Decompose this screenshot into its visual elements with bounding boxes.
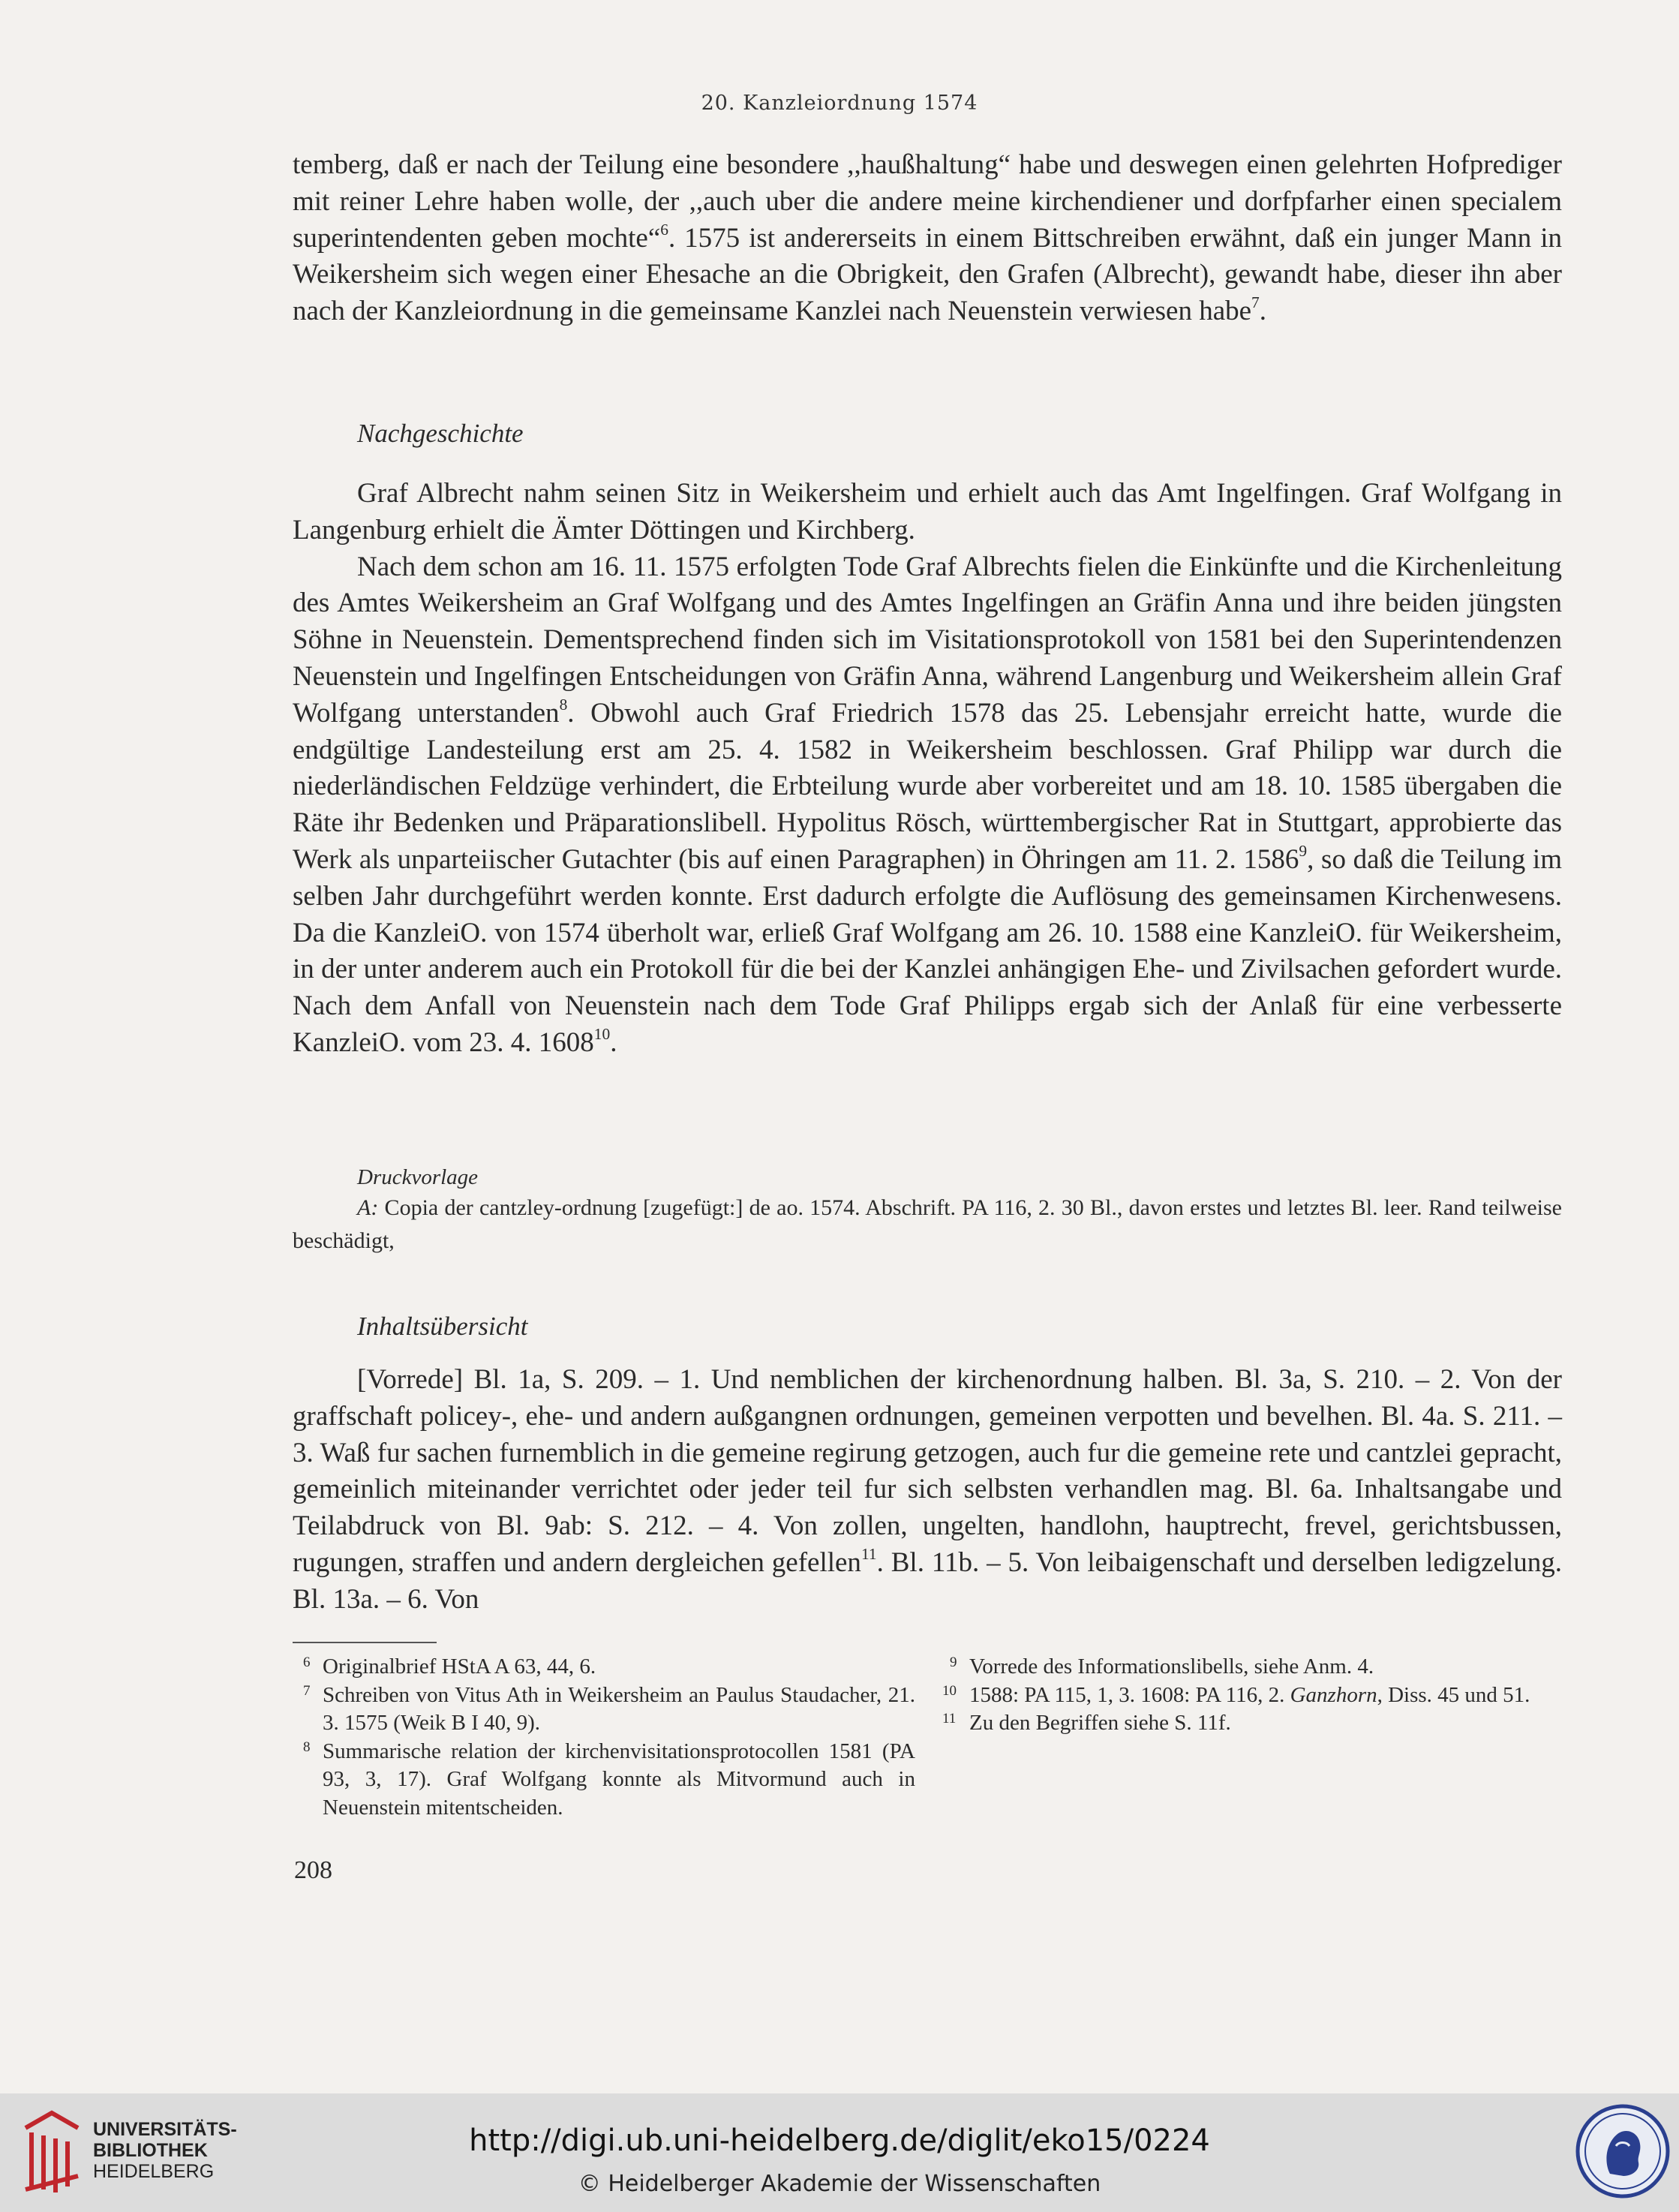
para1-text-c: . [1259, 296, 1267, 327]
para3-text-c: , so daß die Teilung im selben Jahr durchgeführt werden konnte. Erst dadurch erfolgte die Auflösung des gemeinsamen Kirchenwesens. Da die KanzleiO. von 1574 überholt war, erließ Graf Wolfgang am 26. 10. 1588 eine KanzleiO. für Weikersheim, in der unter anderem auch ein Protokoll für die bei der Kanzlei anhängigen Ehe- und Zivilsachen gefordert wurde. Nach dem Anfall von Neuenstein nach dem Tode Graf Philipps ergab sich der Anlaß für eine verbesserte KanzleiO. vom 23. 4. 1608 [293, 843, 1562, 1058]
footnote-9: 9 Vorrede des Informationslibells, siehe Anm. 4. [950, 1654, 1374, 1679]
library-name: UNIVERSITÄTS- BIBLIOTHEK HEIDELBERG [93, 2119, 237, 2182]
page-number: 208 [294, 1856, 332, 1884]
section-heading-nachgeschichte: Nachgeschichte [357, 419, 524, 448]
paragraph-nachgeschichte [293, 476, 1562, 1062]
running-head: 20. Kanzleiordnung 1574 [701, 92, 978, 115]
footnote-ref-10[interactable]: 10 [593, 1024, 611, 1043]
section-heading-druckvorlage: Druckvorlage [357, 1165, 479, 1189]
footnotes-left [293, 1653, 915, 1822]
footnote-separator [293, 1642, 437, 1643]
footnote-ref-7[interactable]: 7 [1251, 293, 1260, 312]
footnote-8: 8 Summarische relation der kirchenvisitationsprotocollen 1581 (PA 93, 3, 17). Graf Wolfgang konnte als Mitvormund auch in Neuenstein mitentscheiden. [303, 1739, 915, 1820]
permalink-url[interactable]: http://digi.ub.uni-heidelberg.de/diglit/eko15/0224 [469, 2123, 1210, 2158]
footnote-ref-8[interactable]: 8 [559, 695, 568, 714]
viewer-footer-bar [0, 2093, 1679, 2212]
footnote-ref-6[interactable]: 6 [660, 220, 668, 239]
author-name: Ganzhorn [1290, 1682, 1377, 1707]
footnote-ref-11[interactable]: 11 [861, 1544, 877, 1563]
para4-text-a: [Vorrede] Bl. 1a, S. 209. – 1. Und nemblichen der kirchenordnung halben. Bl. 3a, S. 210. – 2. Von der graffschaft policey-, ehe- und andern außgangnen ordnungen, gemeinen verpotten und bevelhen. Bl. 4a. S. 211. – 3. Waß fur sachen furnemblich in die gemeine regirung getzogen, auch fur die gemeine rete und cantzlei gepracht, gemeinlich miteinander verrichtet oder jeder teil fur sich selbsten verhandlen mag. Bl. 6a. Inhaltsangabe und Teilabdruck von Bl. 9ab: S. 212. – 4. Von zollen, ungelten, handlohn, hauptrecht, frevel, gerichtsbussen, rugungen, straffen und andern dergleichen gefellen [293, 1364, 1562, 1578]
footnote-7: 7 Schreiben von Vitus Ath in Weikersheim an Paulus Staudacher, 21. 3. 1575 (Weik B I 40, 9). [303, 1682, 915, 1735]
footnote-6: 6 Originalbrief HStA A 63, 44, 6. [303, 1654, 596, 1679]
footnote-ref-9[interactable]: 9 [1299, 841, 1308, 860]
para3-text-d: . [610, 1026, 617, 1058]
paragraph-intro [293, 147, 1562, 330]
druckvorlage-text: Copia der cantzley-ordnung [zugefügt:] de ao. 1574. Abschrift. PA 116, 2. 30 Bl., davon erstes und letztes Bl. leer. Rand teilweise beschädigt, [293, 1195, 1562, 1253]
para4-text-b: . Bl. 11b. – 5. Von leibaigenschaft und derselben ledigzelung. Bl. 13a. – 6. Von [293, 1546, 1562, 1615]
para1-text-a: temberg, daß er nach der Teilung eine besondere ,,haußhaltung“ habe und deswegen einen gelehrten Hofprediger mit reiner Lehre haben wolle, der ,,auch uber die andere meine kirchendiener und dorfpfarher einen specialem superintendenten geben mochte“ [293, 149, 1562, 254]
para2-text: Graf Albrecht nahm seinen Sitz in Weikersheim und erhielt auch das Amt Ingelfingen. Graf Wolfgang in Langenburg erhielt die Ämter Döttingen und Kirchberg. [293, 478, 1562, 545]
footnote-10: 10 1588: PA 115, 1, 3. 1608: PA 116, 2. Ganzhorn, Diss. 45 und 51. [942, 1682, 1530, 1707]
paragraph-inhalt [293, 1362, 1562, 1618]
academy-seal-icon [1574, 2102, 1671, 2200]
copyright-notice: © Heidelberger Akademie der Wissenschaften [578, 2171, 1101, 2197]
section-heading-inhalt: Inhaltsübersicht [357, 1312, 528, 1341]
para3-text-a: Nach dem schon am 16. 11. 1575 erfolgten Tode Graf Albrechts fielen die Einkünfte und die Kirchenleitung des Amtes Weikersheim an Graf Wolfgang und des Amtes Ingelfingen an Gräfin Anna und ihre beiden jüngsten Söhne in Neuenstein. Dementsprechend finden sich im Visitationsprotokoll von 1581 bei den Superintendenzen Neuenstein und Ingelfingen Entscheidungen von Gräfin Anna, während Langenburg und Weikersheim allein Graf Wolfgang unterstanden [293, 551, 1562, 729]
para1-text-b: . 1575 ist andererseits in einem Bittschreiben erwähnt, daß ein junger Mann in Weikersheim sich wegen einer Ehesache an die Obrigkeit, den Grafen (Albrecht), gewandt habe, dieser ihn aber nach der Kanzleiordnung in die gemeinsame Kanzlei nach Neuenstein verwiesen habe [293, 222, 1562, 327]
druckvorlage-entry [293, 1192, 1562, 1258]
para3-text-b: . Obwohl auch Graf Friedrich 1578 das 25. Lebensjahr erreicht hatte, wurde die endgültige Landesteilung erst am 25. 4. 1582 in Weikersheim beschlossen. Graf Philipp war durch die niederländischen Feldzüge verhindert, die Erbteilung wurde aber vorbereitet und am 18. 10. 1585 übergaben die Räte ihr Bedenken und Präparationslibell. Hypolitus Rösch, württembergischer Rat in Stuttgart, approbierte das Werk als unparteiischer Gutachter (bis auf einen Paragraphen) in Öhringen am 11. 2. 1586 [293, 697, 1562, 875]
footnote-11: 11 Zu den Begriffen siehe S. 11f. [942, 1711, 1231, 1735]
footnotes-right [939, 1653, 1562, 1738]
siglum: A: [357, 1195, 379, 1220]
